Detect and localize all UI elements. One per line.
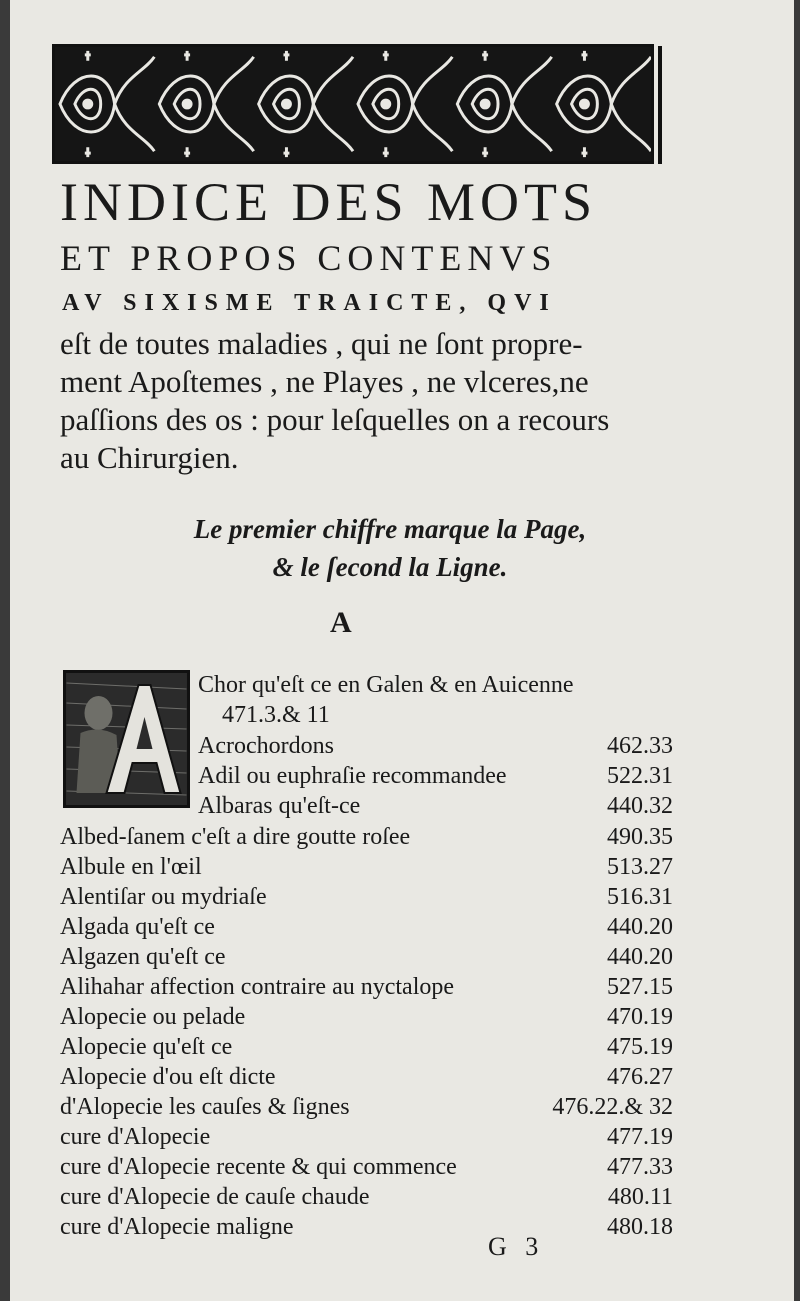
entry-term: cure d'Alopecie recente & qui commence [60, 1154, 457, 1180]
headpiece-rule [658, 46, 662, 164]
entry-reference: 516.31 [607, 884, 673, 910]
index-entry [60, 1182, 673, 1212]
note-line: Le premier chiffre marque la Page, [193, 514, 587, 544]
entry-term: cure d'Alopecie de cauſe chaude [60, 1184, 370, 1210]
entry-reference: 470.19 [607, 1004, 673, 1030]
entry-reference: 462.33 [607, 733, 673, 759]
entry-term: Adil ou euphraſie recommandee [198, 763, 507, 789]
entry-term: Alopecie qu'eſt ce [60, 1034, 233, 1060]
intro-line: eſt de toutes maladies , qui ne ſont propre- [60, 326, 583, 361]
entry-reference: 440.20 [607, 914, 673, 940]
reading-note [110, 510, 670, 586]
entry-term: cure d'Alopecie maligne [60, 1214, 294, 1240]
entry-term: Alopecie d'ou eſt dicte [60, 1064, 276, 1090]
entry-term: Albule en l'œil [60, 854, 202, 880]
headpiece-pattern [55, 47, 651, 161]
entry-reference: 476.27 [607, 1064, 673, 1090]
index-entry [198, 670, 673, 700]
entry-term: Albed-ſanem c'eſt a dire goutte roſee [60, 824, 411, 850]
signature-mark: G 3 [488, 1232, 545, 1261]
entry-reference: 477.19 [607, 1124, 673, 1150]
index-entry [60, 1062, 673, 1092]
entry-reference: 513.27 [607, 854, 673, 880]
entry-reference: 440.32 [607, 793, 673, 819]
index-entry [60, 1212, 673, 1242]
entry-term: Acrochordons [198, 733, 334, 759]
entry-reference: 527.15 [607, 974, 673, 1000]
index-entry [60, 852, 673, 882]
entry-term: 471.3.& 11 [222, 702, 330, 728]
initial-letter-image [66, 673, 187, 805]
index-entry [198, 731, 673, 761]
intro-line: paſſions des os : pour leſquelles on a recours [60, 402, 610, 437]
entry-reference: 440.20 [607, 944, 673, 970]
entry-term: Algazen qu'eſt ce [60, 944, 226, 970]
note-line: & le ſecond la Ligne. [272, 552, 508, 582]
title-line-2: ET PROPOS CONTENVS [60, 238, 558, 278]
index-entry [60, 1122, 673, 1152]
intro-line: ment Apoſtemes , ne Playes , ne vlceres,ne [60, 364, 589, 399]
entry-term: Algada qu'eſt ce [60, 914, 215, 940]
woodcut-initial-a [63, 670, 190, 808]
title-line-3: AV SIXISME TRAICTE, QVI [62, 290, 557, 316]
entry-term: Albaras qu'eſt-ce [198, 793, 361, 819]
entry-term: Alentiſar ou mydriaſe [60, 884, 267, 910]
entry-reference: 477.33 [607, 1154, 673, 1180]
index-entry [60, 822, 673, 852]
title-line-1: INDICE DES MOTS [60, 172, 598, 232]
index-entry [198, 791, 673, 821]
entry-reference: 480.11 [607, 1184, 673, 1210]
book-page [10, 0, 794, 1301]
index-entry [198, 761, 673, 791]
entry-term: Alopecie ou pelade [60, 1004, 246, 1030]
index-entry [60, 1002, 673, 1032]
index-entry [60, 1032, 673, 1062]
entry-term: Alihahar affection contraire au nyctalope [60, 974, 455, 1000]
entry-term: d'Alopecie les cauſes & ſignes [60, 1094, 350, 1120]
intro-line: au Chirurgien. [60, 440, 239, 475]
index-entry [60, 882, 673, 912]
entry-term: Chor qu'eſt ce en Galen & en Auicenne [198, 672, 574, 698]
entry-term: cure d'Alopecie [60, 1124, 211, 1150]
entry-reference: 476.22.& 32 [552, 1094, 673, 1120]
index-entry [60, 1092, 673, 1122]
entry-reference: 490.35 [607, 824, 673, 850]
decorative-headpiece [52, 44, 654, 164]
intro-paragraph [60, 325, 680, 477]
section-letter: A [330, 606, 352, 639]
index-entry [222, 700, 673, 730]
entry-reference: 475.19 [607, 1034, 673, 1060]
index-entry [60, 972, 673, 1002]
index-entry [60, 1152, 673, 1182]
index-entry [60, 912, 673, 942]
index-entry [60, 942, 673, 972]
entry-reference: 480.18 [607, 1214, 673, 1240]
entry-reference: 522.31 [607, 763, 673, 789]
